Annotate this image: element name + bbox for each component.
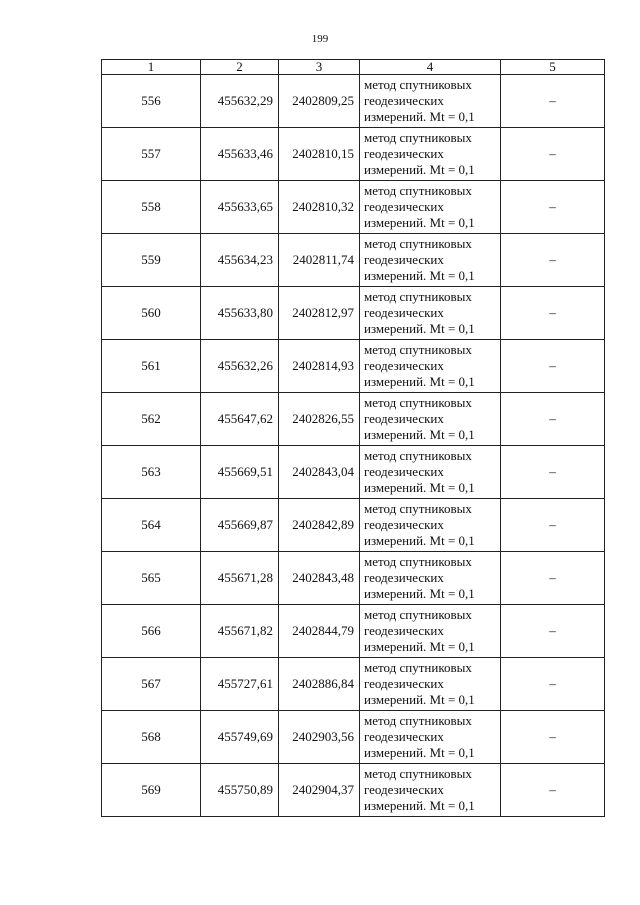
method-line: измерений. Mt = 0,1 (364, 480, 475, 495)
method-line: метод спутниковых (364, 395, 472, 410)
note-cell: – (501, 446, 605, 499)
method-line: метод спутниковых (364, 554, 472, 569)
note-cell: – (501, 393, 605, 446)
method-line: метод спутниковых (364, 130, 472, 145)
method-line: геодезических (364, 199, 444, 214)
point-number-cell: 561 (102, 340, 201, 393)
y-coordinate-cell: 2402886,84 (279, 658, 360, 711)
note-cell: – (501, 658, 605, 711)
header-cell-5: 5 (501, 60, 605, 75)
method-cell (360, 181, 501, 234)
point-number-cell: 558 (102, 181, 201, 234)
method-cell (360, 711, 501, 764)
table-row (102, 658, 605, 711)
point-number-cell: 568 (102, 711, 201, 764)
method-cell (360, 75, 501, 128)
header-cell-1: 1 (102, 60, 201, 75)
table-row (102, 764, 605, 817)
y-coordinate-cell: 2402843,04 (279, 446, 360, 499)
x-coordinate-cell: 455669,51 (201, 446, 279, 499)
method-cell (360, 128, 501, 181)
point-number-cell: 566 (102, 605, 201, 658)
table-row (102, 287, 605, 340)
table-row (102, 711, 605, 764)
method-line: геодезических (364, 517, 444, 532)
method-line: геодезических (364, 305, 444, 320)
note-cell: – (501, 128, 605, 181)
note-cell: – (501, 181, 605, 234)
method-line: метод спутниковых (364, 766, 472, 781)
method-line: измерений. Mt = 0,1 (364, 745, 475, 760)
method-line: метод спутниковых (364, 183, 472, 198)
table-row (102, 446, 605, 499)
y-coordinate-cell: 2402814,93 (279, 340, 360, 393)
table-row (102, 393, 605, 446)
point-number-cell: 562 (102, 393, 201, 446)
x-coordinate-cell: 455632,26 (201, 340, 279, 393)
table-row (102, 75, 605, 128)
x-coordinate-cell: 455633,65 (201, 181, 279, 234)
x-coordinate-cell: 455727,61 (201, 658, 279, 711)
note-cell: – (501, 711, 605, 764)
y-coordinate-cell: 2402826,55 (279, 393, 360, 446)
method-line: измерений. Mt = 0,1 (364, 533, 475, 548)
method-line: геодезических (364, 93, 444, 108)
x-coordinate-cell: 455633,46 (201, 128, 279, 181)
x-coordinate-cell: 455632,29 (201, 75, 279, 128)
method-line: метод спутниковых (364, 289, 472, 304)
method-line: измерений. Mt = 0,1 (364, 374, 475, 389)
method-line: геодезических (364, 782, 444, 797)
header-cell-4: 4 (360, 60, 501, 75)
method-cell (360, 393, 501, 446)
method-line: измерений. Mt = 0,1 (364, 692, 475, 707)
point-number-cell: 563 (102, 446, 201, 499)
table-row (102, 128, 605, 181)
header-cell-3: 3 (279, 60, 360, 75)
y-coordinate-cell: 2402842,89 (279, 499, 360, 552)
y-coordinate-cell: 2402903,56 (279, 711, 360, 764)
note-cell: – (501, 234, 605, 287)
method-cell (360, 605, 501, 658)
method-cell (360, 287, 501, 340)
method-line: измерений. Mt = 0,1 (364, 215, 475, 230)
table-header-row (102, 60, 605, 75)
table-row (102, 181, 605, 234)
method-line: измерений. Mt = 0,1 (364, 162, 475, 177)
x-coordinate-cell: 455647,62 (201, 393, 279, 446)
y-coordinate-cell: 2402904,37 (279, 764, 360, 817)
coordinates-table (101, 59, 605, 817)
method-cell (360, 552, 501, 605)
method-line: геодезических (364, 623, 444, 638)
method-line: метод спутниковых (364, 77, 472, 92)
y-coordinate-cell: 2402810,15 (279, 128, 360, 181)
y-coordinate-cell: 2402812,97 (279, 287, 360, 340)
method-line: измерений. Mt = 0,1 (364, 798, 475, 813)
table-row (102, 234, 605, 287)
note-cell: – (501, 552, 605, 605)
method-line: геодезических (364, 411, 444, 426)
method-cell (360, 764, 501, 817)
table-row (102, 605, 605, 658)
table-row (102, 499, 605, 552)
note-cell: – (501, 605, 605, 658)
method-line: геодезических (364, 570, 444, 585)
method-line: метод спутниковых (364, 236, 472, 251)
note-cell: – (501, 75, 605, 128)
note-cell: – (501, 340, 605, 393)
method-line: измерений. Mt = 0,1 (364, 109, 475, 124)
method-line: измерений. Mt = 0,1 (364, 586, 475, 601)
point-number-cell: 564 (102, 499, 201, 552)
table-row (102, 552, 605, 605)
y-coordinate-cell: 2402810,32 (279, 181, 360, 234)
method-line: геодезических (364, 252, 444, 267)
method-cell (360, 499, 501, 552)
note-cell: – (501, 499, 605, 552)
y-coordinate-cell: 2402843,48 (279, 552, 360, 605)
method-line: геодезических (364, 676, 444, 691)
y-coordinate-cell: 2402811,74 (279, 234, 360, 287)
point-number-cell: 556 (102, 75, 201, 128)
x-coordinate-cell: 455749,69 (201, 711, 279, 764)
point-number-cell: 567 (102, 658, 201, 711)
method-cell (360, 658, 501, 711)
method-line: измерений. Mt = 0,1 (364, 268, 475, 283)
method-cell (360, 446, 501, 499)
method-line: измерений. Mt = 0,1 (364, 639, 475, 654)
table-row (102, 340, 605, 393)
x-coordinate-cell: 455634,23 (201, 234, 279, 287)
x-coordinate-cell: 455671,82 (201, 605, 279, 658)
method-line: измерений. Mt = 0,1 (364, 321, 475, 336)
method-line: геодезических (364, 358, 444, 373)
note-cell: – (501, 287, 605, 340)
x-coordinate-cell: 455669,87 (201, 499, 279, 552)
y-coordinate-cell: 2402844,79 (279, 605, 360, 658)
note-cell: – (501, 764, 605, 817)
point-number-cell: 560 (102, 287, 201, 340)
method-line: метод спутниковых (364, 342, 472, 357)
x-coordinate-cell: 455633,80 (201, 287, 279, 340)
header-cell-2: 2 (201, 60, 279, 75)
method-cell (360, 340, 501, 393)
method-line: метод спутниковых (364, 713, 472, 728)
method-line: измерений. Mt = 0,1 (364, 427, 475, 442)
method-line: геодезических (364, 729, 444, 744)
x-coordinate-cell: 455671,28 (201, 552, 279, 605)
point-number-cell: 569 (102, 764, 201, 817)
y-coordinate-cell: 2402809,25 (279, 75, 360, 128)
page-number: 199 (311, 33, 329, 45)
method-line: метод спутниковых (364, 607, 472, 622)
method-cell (360, 234, 501, 287)
method-line: метод спутниковых (364, 660, 472, 675)
point-number-cell: 565 (102, 552, 201, 605)
x-coordinate-cell: 455750,89 (201, 764, 279, 817)
method-line: метод спутниковых (364, 448, 472, 463)
method-line: геодезических (364, 464, 444, 479)
method-line: метод спутниковых (364, 501, 472, 516)
method-line: геодезических (364, 146, 444, 161)
point-number-cell: 557 (102, 128, 201, 181)
point-number-cell: 559 (102, 234, 201, 287)
